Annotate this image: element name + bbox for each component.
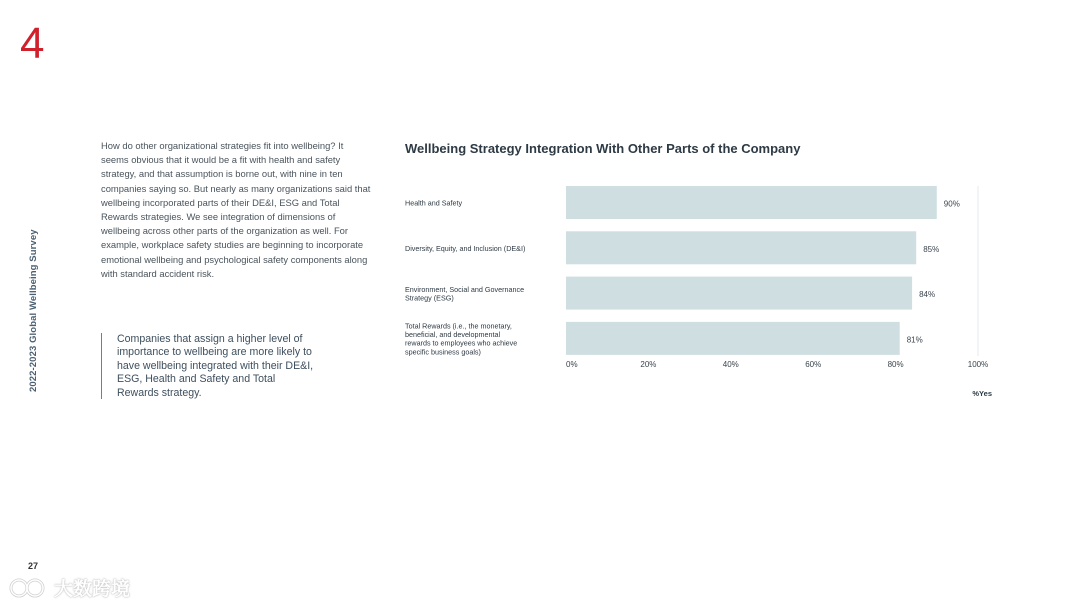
watermark-logo-icon <box>8 577 48 599</box>
x-tick-label: 20% <box>640 360 657 369</box>
category-label-line: Diversity, Equity, and Inclusion (DE&I) <box>405 243 526 253</box>
bar-value-label: 81% <box>906 335 923 345</box>
page-number: 27 <box>28 561 39 571</box>
category-label-line: Total Rewards (i.e., the monetary, <box>405 321 512 331</box>
pull-quote: Companies that assign a higher level of importance to wellbeing are more likely to have wellbeing integrated with their DE&I, ESG, Health and Safety and Total Rewards strategy. <box>101 333 317 399</box>
bar <box>566 231 916 264</box>
category-label-line: Strategy (ESG) <box>405 293 454 303</box>
bar <box>566 277 912 310</box>
body-paragraph: How do other organizational strategies fit into wellbeing? It seems obvious that it would be a fit with health and safety strategy, and that assumption is borne out, with nine in ten companies saying so. But nearly as many organizations said that wellbeing incorporated parts of their DE&I, ESG and Total Rewards strategies. We see integration of dimensions of wellbeing across other parts of the organization as well. For example, workplace safety studies are beginning to incorporate emotional wellbeing and psychological safety components along with standard accident risk. <box>101 140 371 279</box>
category-label-line: beneficial, and developmental <box>405 330 501 340</box>
bar-value-label: 84% <box>919 290 936 300</box>
x-tick-label: 0% <box>566 360 578 369</box>
category-label-line: rewards to employees who achieve <box>405 338 518 348</box>
category-label <box>405 199 463 208</box>
watermark-text: 大数跨境 <box>54 579 131 600</box>
section-number: 4 <box>20 19 45 68</box>
chart-title: Wellbeing Strategy Integration With Other Parts of the Company <box>405 141 801 156</box>
category-label <box>405 322 517 357</box>
category-label-line: Environment, Social and Governance <box>405 284 525 294</box>
x-tick-label: 100% <box>967 360 989 369</box>
category-label <box>405 244 525 253</box>
category-label <box>405 285 524 303</box>
bar <box>566 186 937 219</box>
x-axis-label: %Yes <box>972 389 992 398</box>
x-tick-label: 60% <box>805 360 822 369</box>
x-tick-label: 80% <box>887 360 904 369</box>
x-tick-label: 40% <box>722 360 739 369</box>
bar-value-label: 85% <box>923 244 940 254</box>
report-title-vertical: 2022-2023 Global Wellbeing Survey <box>28 229 39 392</box>
category-label-line: Health and Safety <box>405 198 463 208</box>
category-label-line: specific business goals) <box>405 347 481 357</box>
watermark <box>8 574 130 601</box>
bar <box>566 322 900 355</box>
bar-value-label: 90% <box>943 199 960 209</box>
